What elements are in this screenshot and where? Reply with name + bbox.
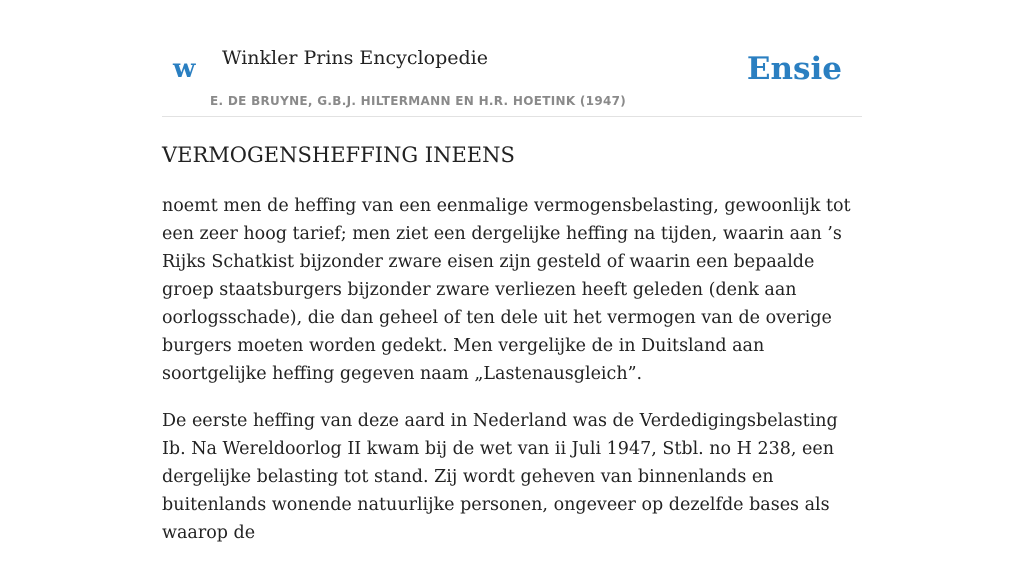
page-container	[162, 0, 862, 543]
paragraph: noemt men de heffing van een eenmalige vermogensbelasting, gewoonlijk tot een zeer hoog tarief; men ziet een dergelijke heffing na tijden, waarin aan ’s Rijks Schatkist bijzonder zware eisen zijn gesteld of waarin een bepaalde groep staatsburgers bijzonder zware verliezen heeft geleden (denk aan oorlogsschade), die dan geheel of ten dele uit het vermogen van de overige burgers moeten worden gedekt. Men vergelijke de in Duitsland aan soortgelijke heffing gegeven naam „Lastenausgleich”.	[162, 196, 851, 384]
source-title[interactable]: Winkler Prins Encyclopedie	[222, 47, 488, 69]
paragraph: De eerste heffing van deze aard in Nederland was de Verdedigingsbelasting Ib. Na Wereldoorlog II kwam bij de wet van ii Juli 1947, Stbl. no H 238, een dergelijke belasting tot stand. Zij wordt geheven van binnenlands en buitenlands wonende natuurlijke personen, ongeveer op dezelfde bases als waarop de	[162, 411, 838, 543]
entry-title: VERMOGENSHEFFING INEENS	[162, 143, 515, 167]
source-logo[interactable]: w	[173, 54, 196, 84]
source-authors: E. DE BRUYNE, G.B.J. HILTERMANN EN H.R. HOETINK (1947)	[210, 94, 627, 108]
source-header	[162, 0, 862, 117]
entry-body	[162, 192, 862, 566]
ensie-logo[interactable]: Ensie	[746, 51, 842, 87]
